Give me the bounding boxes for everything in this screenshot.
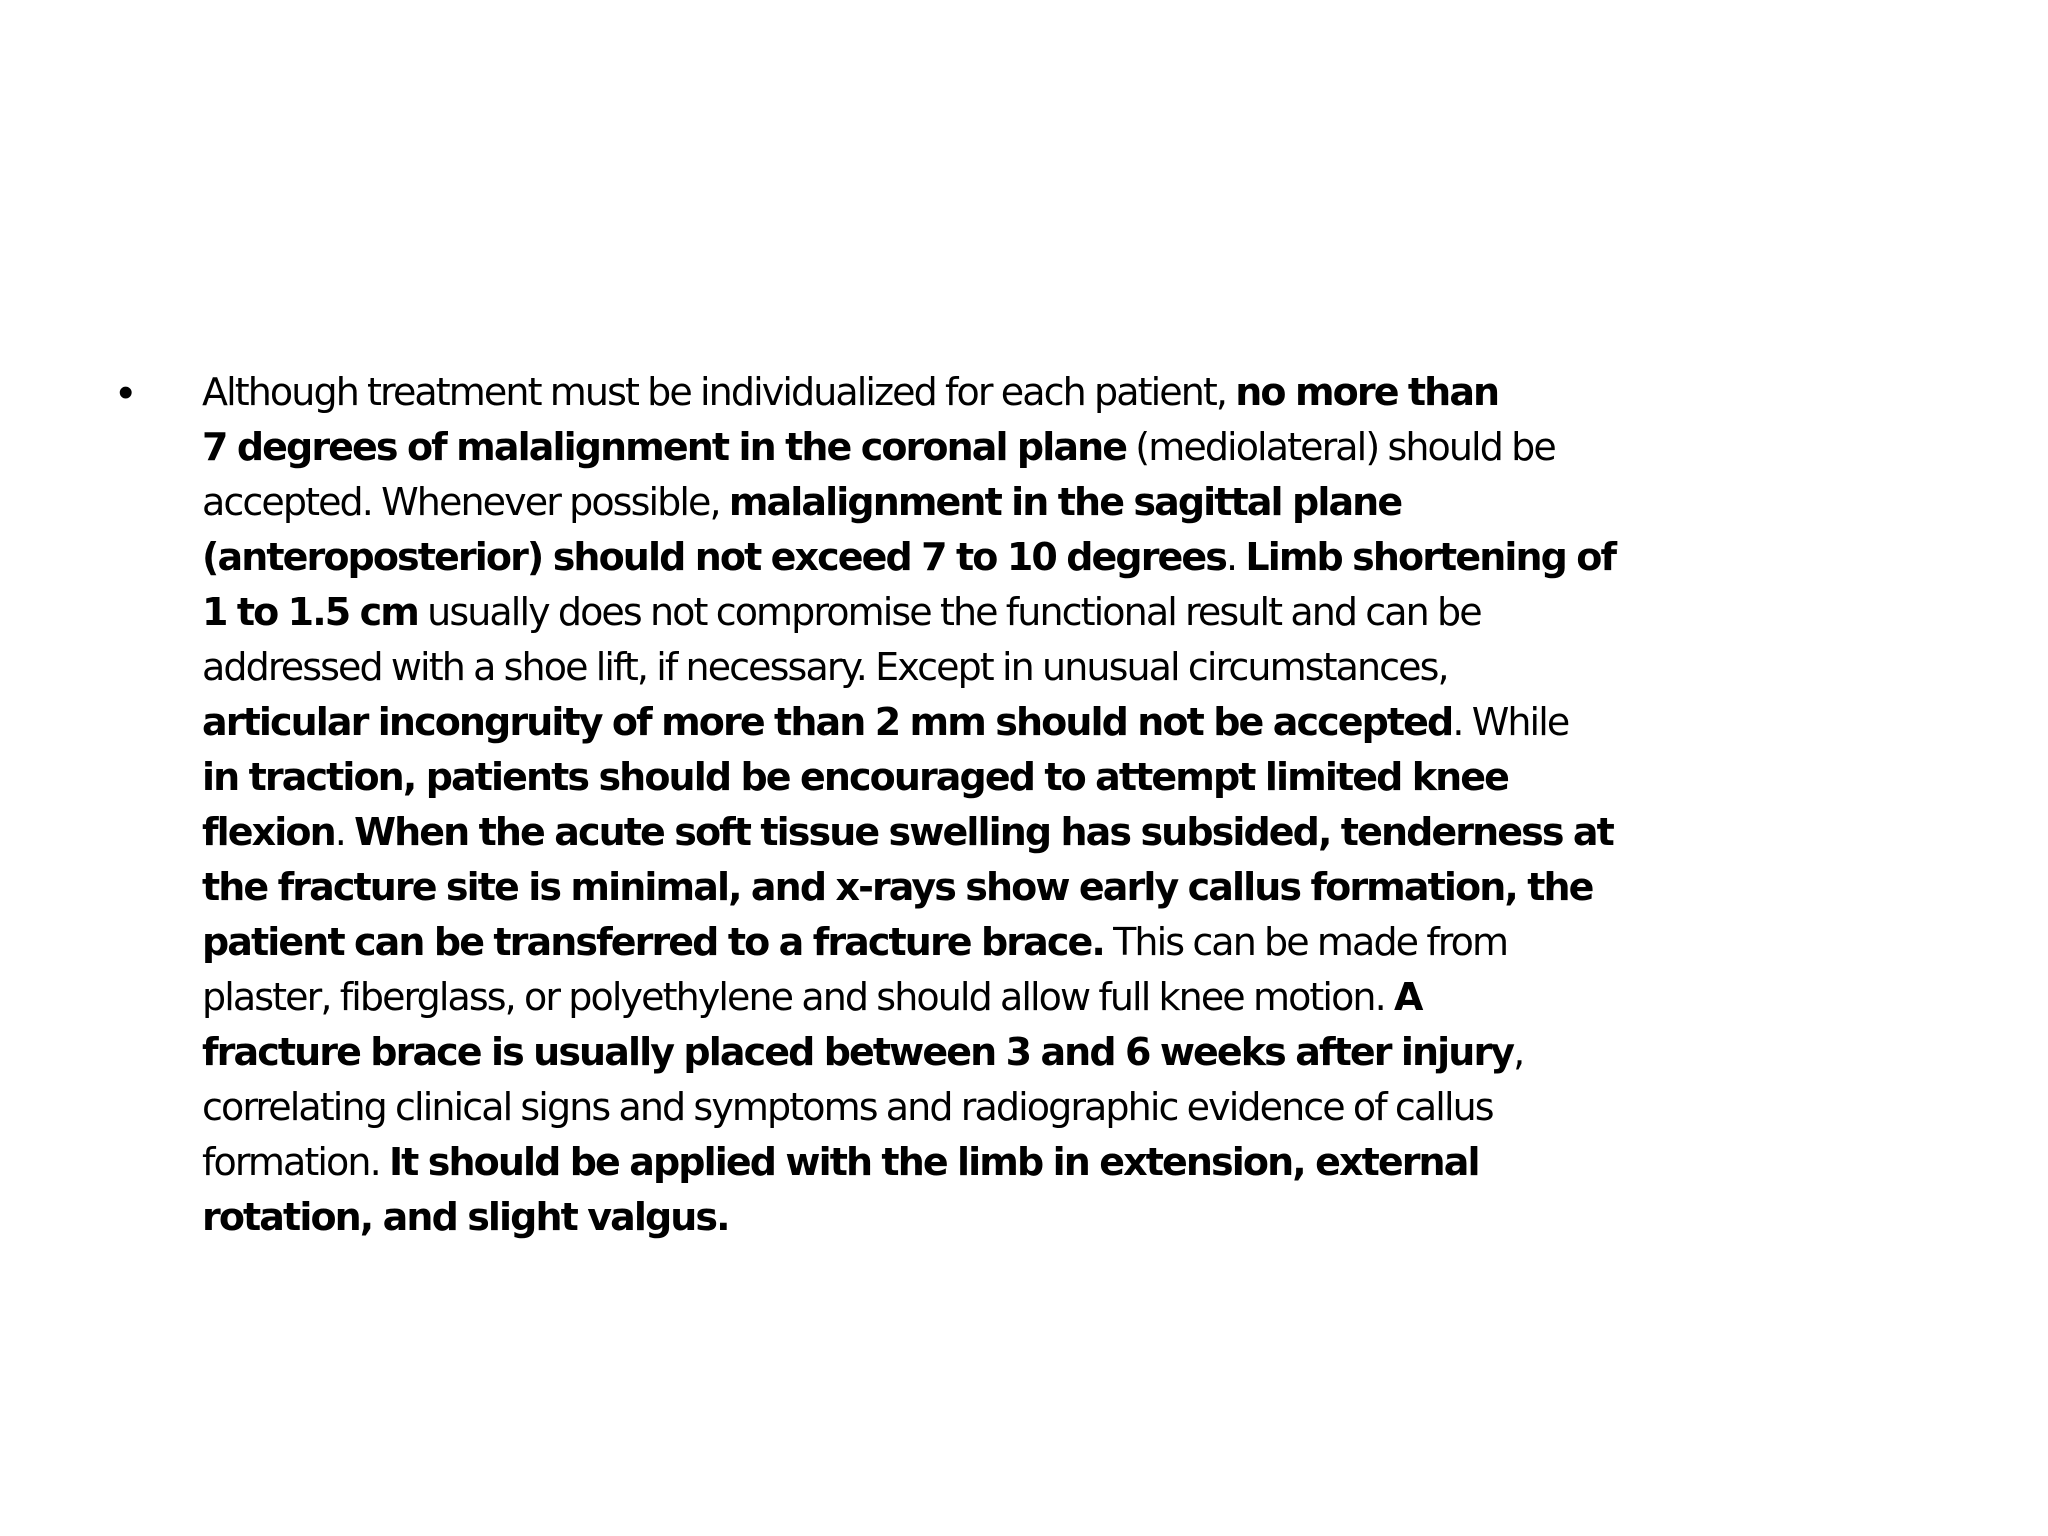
text-line	[202, 420, 1948, 475]
text-run: .	[1226, 535, 1246, 579]
text-line	[202, 475, 1948, 530]
text-line	[202, 1135, 1948, 1190]
bold-text-run: 1 to 1.5 cm	[202, 590, 418, 634]
text-line	[202, 530, 1948, 585]
bullet-item	[118, 365, 1948, 1245]
bold-text-run: patient can be transferred to a fracture brace.	[202, 920, 1104, 964]
text-line	[202, 860, 1948, 915]
text-line	[202, 750, 1948, 805]
text-run: usually does not compromise the functional result and can be	[417, 590, 1481, 634]
text-line	[202, 970, 1948, 1025]
text-line	[202, 1025, 1948, 1080]
bold-text-run: (anteroposterior) should not exceed 7 to 10 degrees	[202, 535, 1227, 579]
bold-text-run: Limb shortening of	[1245, 535, 1616, 579]
text-run: Although treatment must be individualized for each patient,	[202, 370, 1236, 414]
text-line	[202, 805, 1948, 860]
bold-text-run: rotation, and slight valgus.	[202, 1195, 729, 1239]
text-line	[202, 915, 1948, 970]
bold-text-run: the fracture site is minimal, and x-rays show early callus formation, the	[202, 865, 1593, 909]
text-run: (mediolateral) should be	[1126, 425, 1555, 469]
bold-text-run: in traction, patients should be encouraged to attempt limited knee	[202, 755, 1509, 799]
text-run: .	[334, 810, 355, 854]
bullet-dot-icon: •	[118, 368, 134, 417]
text-run: . While	[1452, 700, 1569, 744]
text-run: formation.	[202, 1140, 389, 1184]
text-line	[202, 1190, 1948, 1245]
text-run: correlating clinical signs and symptoms and radiographic evidence of callus	[202, 1085, 1493, 1129]
bold-text-run: no more than	[1235, 370, 1499, 414]
bullet-paragraph	[202, 365, 1948, 1245]
bold-text-run: articular incongruity of more than 2 mm should not be accepted	[202, 700, 1453, 744]
bold-text-run: flexion	[202, 810, 335, 854]
text-run: accepted. Whenever possible,	[202, 480, 729, 524]
bold-text-run: A	[1393, 975, 1422, 1019]
bold-text-run: When the acute soft tissue swelling has subsided, tenderness at	[354, 810, 1613, 854]
bold-text-run: 7 degrees of malalignment in the coronal plane	[202, 425, 1127, 469]
bold-text-run: malalignment in the sagittal plane	[728, 480, 1402, 524]
text-run: addressed with a shoe lift, if necessary. Except in unusual circumstances,	[202, 645, 1448, 689]
text-run: plaster, fiberglass, or polyethylene and should allow full knee motion.	[202, 975, 1394, 1019]
text-run: This can be made from	[1103, 920, 1508, 964]
text-line	[202, 585, 1948, 640]
bold-text-run: It should be applied with the limb in extension, external	[388, 1140, 1479, 1184]
text-line	[202, 695, 1948, 750]
text-line	[202, 365, 1948, 420]
bold-text-run: fracture brace is usually placed between 3 and 6 weeks after injury	[202, 1030, 1514, 1074]
text-run: ,	[1513, 1030, 1524, 1074]
text-line	[202, 1080, 1948, 1135]
text-line	[202, 640, 1948, 695]
